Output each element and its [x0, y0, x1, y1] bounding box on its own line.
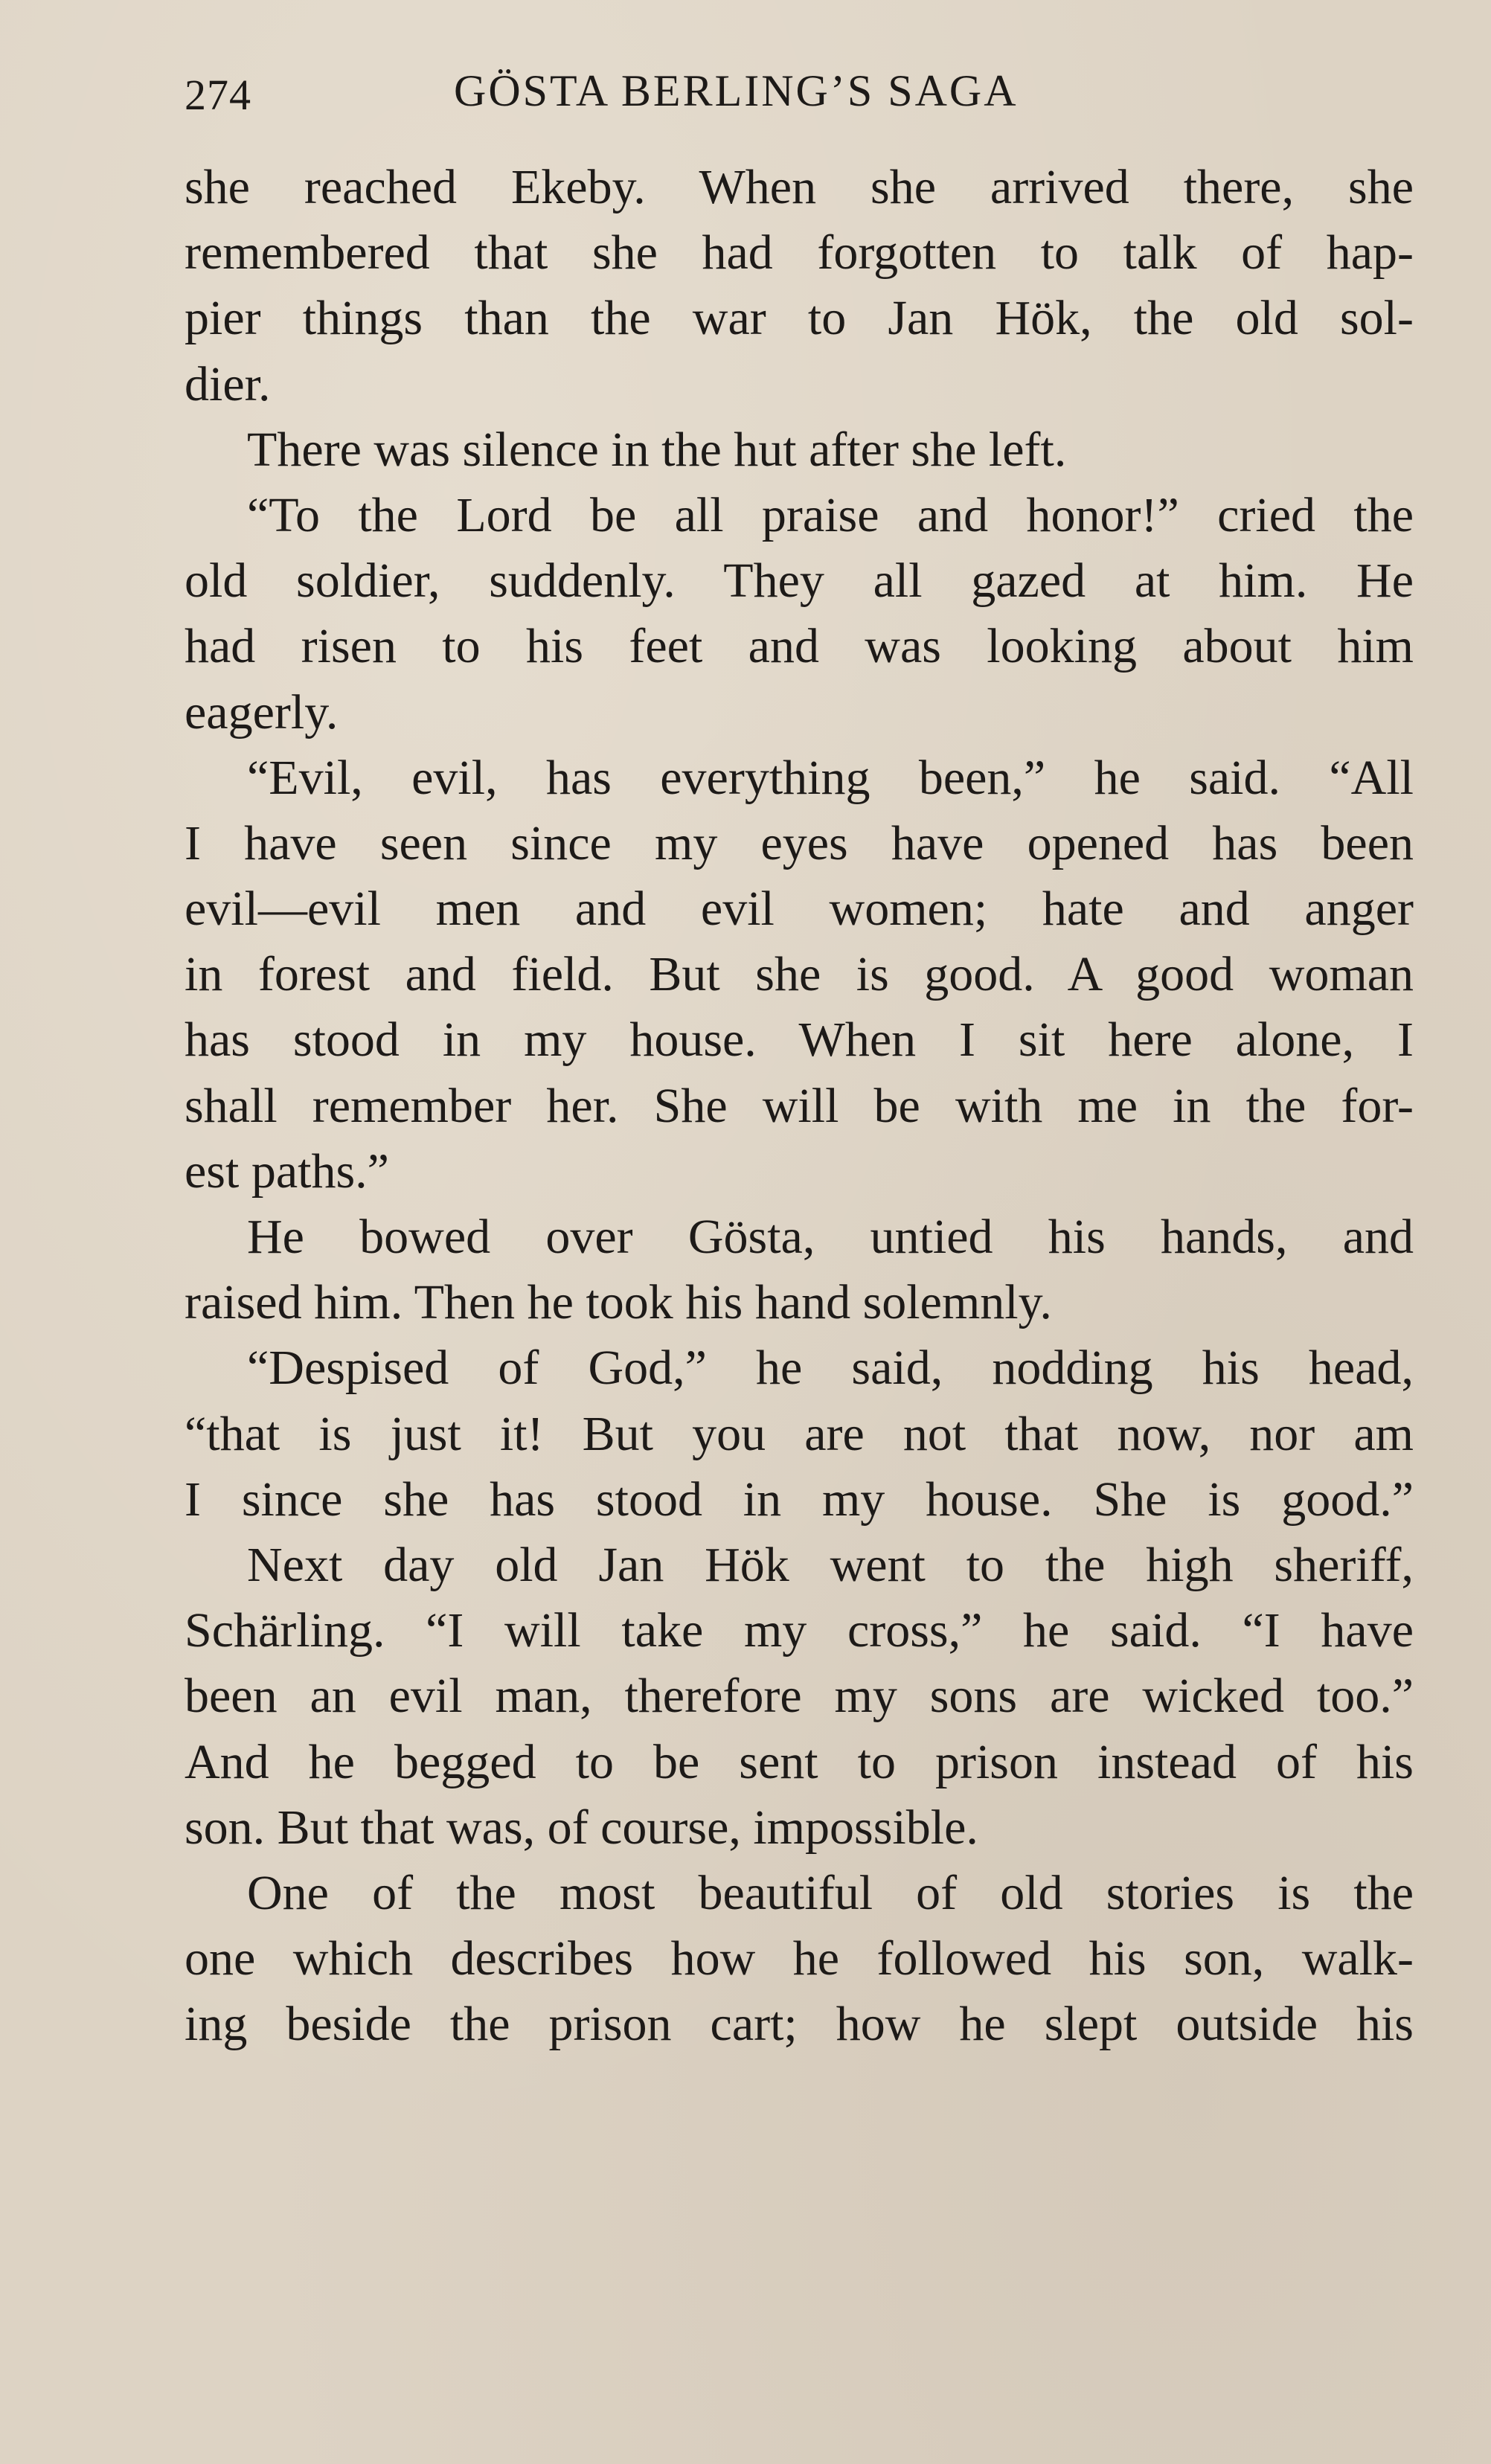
text-line: been an evil man, therefore my sons are wicked too.” — [185, 1669, 1414, 1724]
text-line: shall remember her. She will be with me in the for- — [185, 1078, 1414, 1133]
text-line: And he begged to be sent to prison instead of his — [185, 1734, 1414, 1789]
text-line: Next day old Jan Hök went to the high sheriff, — [247, 1537, 1414, 1592]
text-line: son. But that was, of course, impossible. — [185, 1800, 978, 1855]
text-line: has stood in my house. When I sit here alone, I — [185, 1013, 1414, 1068]
text-line: One of the most beautiful of old stories is the — [247, 1865, 1414, 1920]
body-text — [185, 155, 1414, 2057]
text-line: I since she has stood in my house. She is good.” — [185, 1472, 1414, 1527]
text-line: old soldier, suddenly. They all gazed at him. He — [185, 554, 1414, 609]
text-line: she reached Ekeby. When she arrived there, she — [185, 160, 1414, 214]
text-line: one which describes how he followed his son, walk- — [185, 1931, 1414, 1986]
running-head — [185, 65, 1414, 132]
text-line: “To the Lord be all praise and honor!” cried the — [247, 487, 1414, 542]
text-line: He bowed over Gösta, untied his hands, and — [247, 1210, 1414, 1264]
text-line: ing beside the prison cart; how he slept outside his — [185, 1997, 1414, 2052]
text-line: remembered that she had forgotten to talk of hap- — [185, 225, 1414, 280]
page-number: 274 — [185, 71, 251, 119]
text-line: in forest and field. But she is good. A good woman — [185, 947, 1414, 1002]
text-line: dier. — [185, 356, 271, 411]
text-line: “Evil, evil, has everything been,” he said. “All — [247, 750, 1414, 805]
text-line: “Despised of God,” he said, nodding his head, — [247, 1341, 1414, 1396]
text-line: raised him. Then he took his hand solemnly. — [185, 1275, 1052, 1330]
text-line: I have seen since my eyes have opened has been — [185, 815, 1414, 870]
book-title: GÖSTA BERLING’S SAGA — [454, 66, 1019, 115]
text-line: “that is just it! But you are not that now, nor am — [185, 1406, 1414, 1461]
text-line: eagerly. — [185, 684, 339, 739]
text-line: had risen to his feet and was looking about him — [185, 619, 1414, 674]
text-line: evil—evil men and evil women; hate and anger — [185, 882, 1414, 937]
text-line: pier things than the war to Jan Hök, the old sol- — [185, 291, 1414, 346]
text-line: est paths.” — [185, 1143, 389, 1199]
text-line: There was silence in the hut after she left. — [247, 422, 1067, 477]
text-line: Schärling. “I will take my cross,” he said. “I have — [185, 1603, 1414, 1658]
